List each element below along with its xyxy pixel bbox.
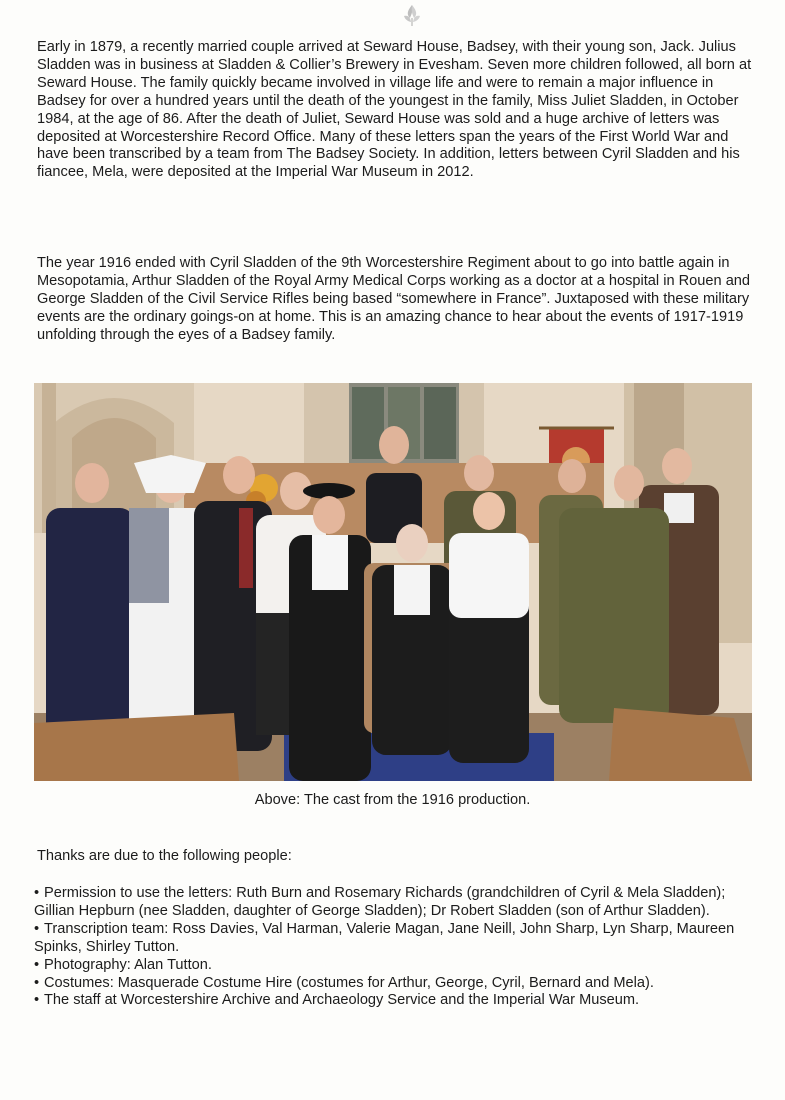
- list-item-text: The staff at Worcestershire Archive and Archaeology Service and the Imperial War Museum.: [44, 992, 640, 1009]
- photo-caption: Above: The cast from the 1916 production.: [254, 792, 531, 808]
- acknowledgements-list: [34, 885, 754, 1010]
- bullet-icon: •: [34, 974, 40, 991]
- bullet-icon: •: [34, 885, 40, 901]
- list-item-text: Photography: Alan Tutton.: [44, 956, 212, 973]
- intro-paragraph: Early in 1879, a recently married couple arrived at Seward House, Badsey, with their young son, Jack. Julius Sladden was in business at Sladden & Collier’s Brewery in Evesham. Seven more children followed, all born at Seward House. The family quickly became involved in village life and were to remain a major influence in Badsey for over a hundred years until the death of the youngest in the family, Miss Juliet Sladden, in October 1984, at the age of 86. After the death of Juliet, Seward House was sold and a huge archive of letters was deposited at Worcestershire Record Office. Many of these letters span the years of the First World War and have been transcribed by a team from The Badsey Society. In addition, letters between Cyril Sladden and his fiancee, Mela, were deposited at the Imperial War Museum in 2012.: [37, 39, 752, 181]
- context-paragraph: The year 1916 ended with Cyril Sladden of the 9th Worcestershire Regiment about to go into battle again in Mesopotamia, Arthur Sladden of the Royal Army Medical Corps working as a doctor at a hospital in Rouen and George Sladden of the Civil Service Rifles being based “somewhere in France”. Juxtaposed with these military events are the ordinary goings-on at home. This is an amazing chance to hear about the events of 1917-1919 unfolding through the eyes of a Badsey family.: [37, 255, 751, 343]
- bullet-icon: •: [34, 920, 40, 937]
- floral-ornament-icon: [398, 2, 426, 28]
- thanks-heading: Thanks are due to the following people:: [37, 848, 292, 864]
- bullet-icon: •: [34, 956, 40, 973]
- list-item: [34, 975, 754, 993]
- list-item-text: Costumes: Masquerade Costume Hire (costumes for Arthur, George, Cyril, Bernard and Mela).: [44, 974, 654, 991]
- list-item: [34, 992, 754, 1010]
- list-item: [34, 957, 754, 975]
- cast-photo: [34, 383, 752, 781]
- list-item: [34, 885, 754, 921]
- list-item-text: Transcription team: Ross Davies, Val Harman, Valerie Magan, Jane Neill, John Sharp, Lyn Sharp, Maureen Spinks, Shirley Tutton.: [34, 920, 735, 955]
- cast-group-photo-icon: [34, 383, 752, 781]
- bullet-icon: •: [34, 992, 40, 1009]
- list-item: [34, 921, 754, 957]
- list-item-text: Permission to use the letters: Ruth Burn and Rosemary Richards (grandchildren of Cyril & Mela Sladden); Gillian Hepburn (nee Sladden, daughter of George Sladden); Dr Robert Sladden (son of Arthur Sladden).: [34, 885, 726, 919]
